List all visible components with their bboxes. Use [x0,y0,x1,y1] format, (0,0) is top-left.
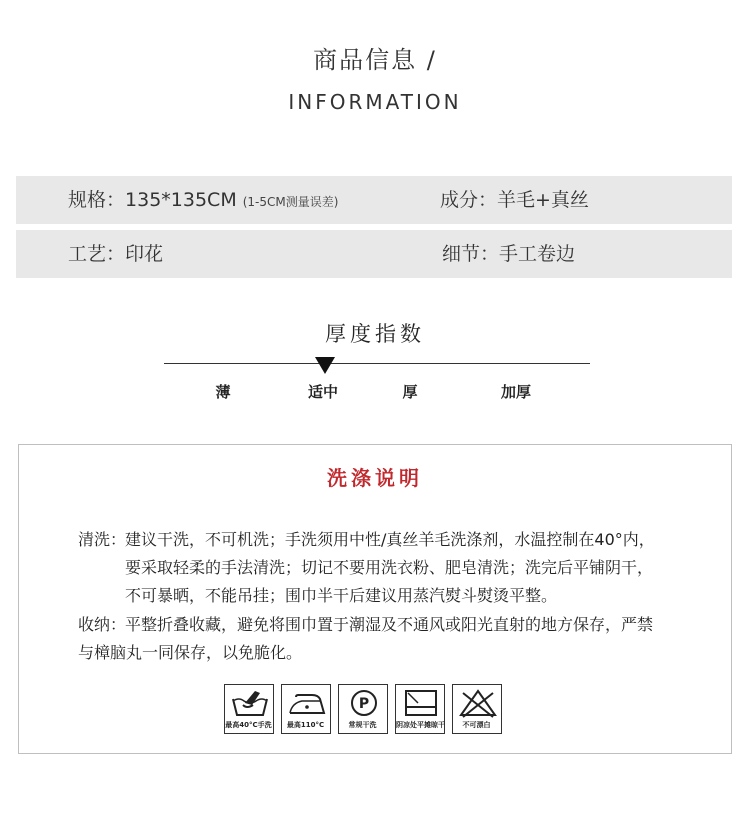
spec-row-craft-detail [16,230,732,278]
iron-caption: 最高110°C [286,721,325,729]
care-wash-label: 清洗： [78,530,127,549]
thickness-level-thin: 薄 [215,383,231,401]
hand-wash-caption: 最高40°C手洗 [225,721,272,729]
info-title-en: INFORMATION [288,90,462,114]
spec-row-size-material [16,176,732,224]
thickness-title: 厚度指数 [325,322,425,346]
care-wash-line: 不可暴晒，不能吊挂；围巾半干后建议用蒸汽熨斗熨烫平整。 [125,586,558,605]
spec-size-value: 135*135CM [125,189,237,211]
dry-flat-shade-icon [395,684,445,734]
no-bleach-caption: 不可漂白 [462,721,491,729]
dry-clean-caption: 常规干洗 [348,721,377,729]
spec-craft [68,230,163,278]
thickness-level-thick: 厚 [402,383,418,401]
info-title-cn: 商品信息 / [313,46,437,74]
dry-clean-p-icon [338,684,388,734]
care-storage-line: 与樟脑丸一同保存，以免脆化。 [78,643,303,662]
no-bleach-icon [452,684,502,734]
thickness-level-medium: 适中 [307,383,339,401]
hand-wash-40-icon [224,684,274,734]
spec-material-label: 成分： [440,189,498,211]
spec-size-note: (1-5CM测量误差) [242,195,339,209]
spec-size-label: 规格： [68,189,126,211]
care-title: 洗涤说明 [327,466,423,490]
iron-110-icon [281,684,331,734]
thickness-marker-icon [315,357,335,374]
spec-craft-value: 印花 [125,243,164,265]
spec-detail-value: 手工卷边 [499,243,576,265]
spec-detail-label: 细节： [442,243,500,265]
thickness-scale-line [164,363,590,364]
spec-craft-label: 工艺： [68,243,126,265]
spec-material [440,176,589,224]
thickness-level-extra-thick: 加厚 [500,383,532,401]
spec-detail [442,230,575,278]
spec-size [68,176,338,224]
care-storage-label: 收纳： [78,615,127,634]
spec-material-value: 羊毛+真丝 [497,189,589,211]
care-wash-line: 建议干洗，不可机洗；手洗须用中性/真丝羊毛洗涤剂，水温控制在40°内， [125,530,655,549]
care-wash-line: 要采取轻柔的手法清洗；切记不要用洗衣粉、肥皂清洗；洗完后平铺阴干， [125,558,654,577]
dry-flat-caption: 阴凉处平摊晾干 [396,721,445,729]
svg-text:P: P [358,696,370,712]
care-storage-line: 平整折叠收藏，避免将围巾置于潮湿及不通风或阳光直射的地方保存，严禁 [125,615,654,634]
